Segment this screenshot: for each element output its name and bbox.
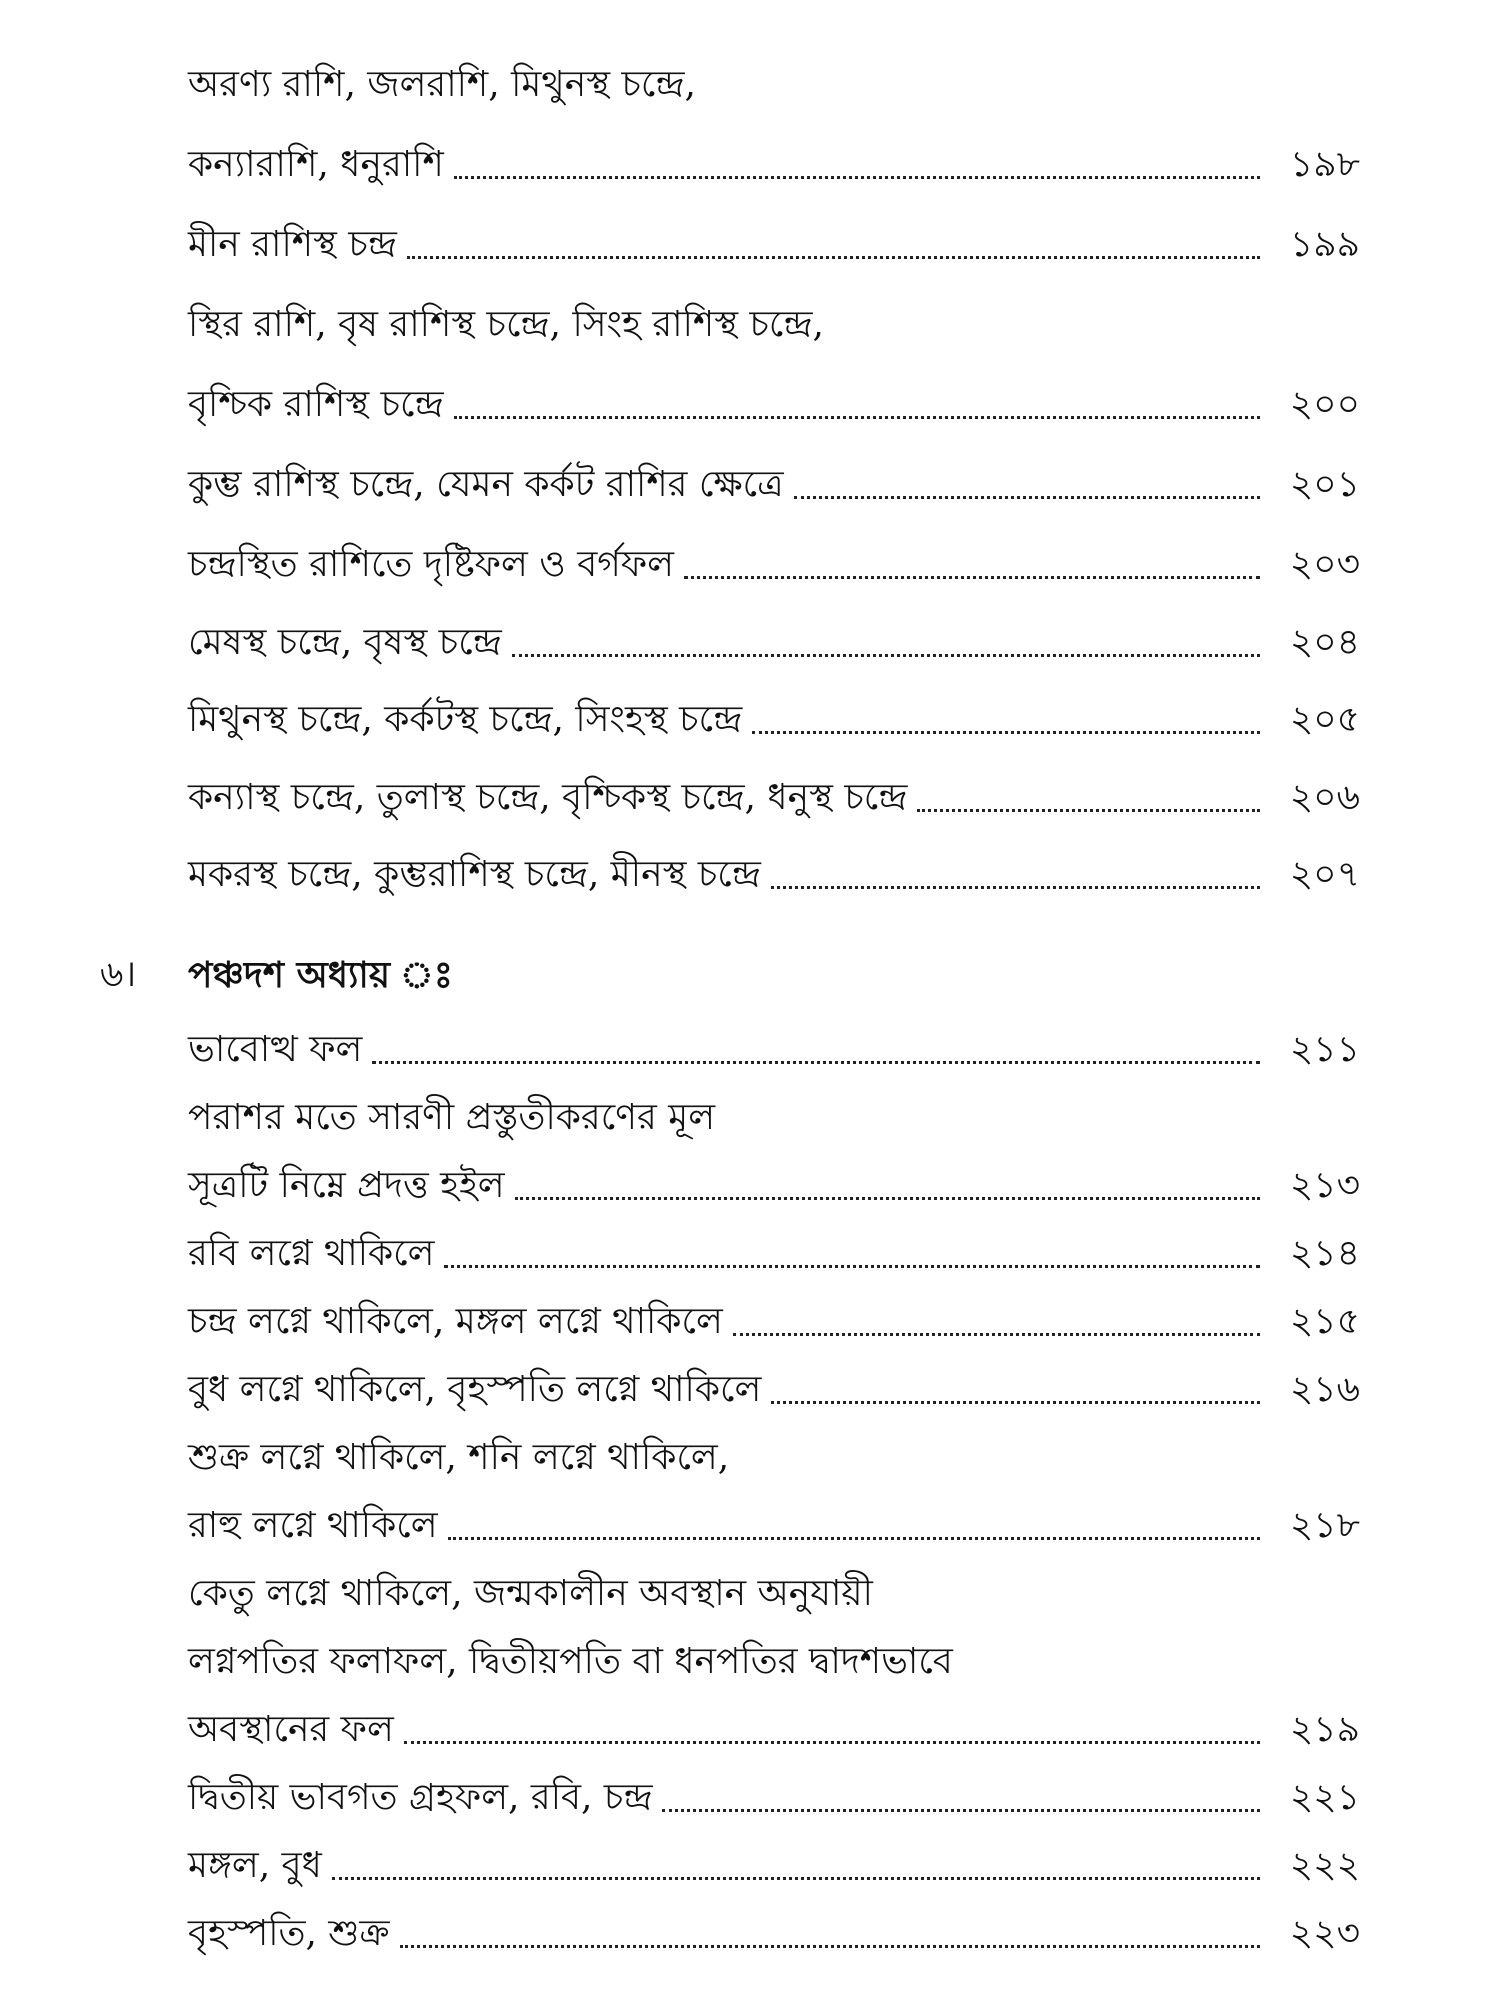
toc-entry [188,1292,1360,1352]
toc-entry-text: রাহু লগ্নে থাকিলে [188,1505,438,1546]
toc-entry-text: বুধ লগ্নে থাকিলে, বৃহস্পতি লগ্নে থাকিলে [188,1369,762,1410]
dot-leader [448,1537,1260,1540]
toc-entry [188,1632,1360,1692]
toc-entry [188,1088,1360,1148]
toc-entry-text: কন্যাস্থ চন্দ্রে, তুলাস্থ চন্দ্রে, বৃশ্চিকস্থ চন্দ্রে, ধনুস্থ চন্দ্রে [188,777,908,818]
toc-entry-text: মীন রাশিস্থ চন্দ্র [188,224,397,265]
dot-leader [733,1333,1260,1336]
toc-entry-page: ২১৯ [1289,1709,1360,1750]
toc-entry [188,295,1360,355]
toc-entry [188,1904,1360,1964]
dot-leader [332,1877,1260,1880]
dot-leader [771,1401,1260,1404]
toc-entry-text: বৃহস্পতি, শুক্র [188,1913,390,1954]
toc-entry-page: ২০১ [1289,464,1360,505]
toc-entry [188,613,1360,673]
toc-entry [188,135,1360,195]
toc-entry [188,845,1360,905]
dot-leader [407,256,1260,259]
chapter-number: ৬। [100,954,137,995]
toc-entry-page: ২২৩ [1289,1913,1360,1954]
dot-leader [917,809,1260,812]
toc-entry [188,55,1360,115]
toc-entry [188,215,1360,275]
toc-entry-page: ২১৩ [1289,1165,1360,1206]
dot-leader [454,176,1260,179]
dot-leader [662,1809,1260,1812]
dot-leader [372,1061,1260,1064]
toc-entry-page: ২০৩ [1289,544,1360,585]
toc-entry-text: বৃশ্চিক রাশিস্থ চন্দ্রে [188,384,444,425]
dot-leader [752,731,1260,734]
toc-entry-page: ২০০ [1289,384,1360,425]
dot-leader [794,496,1260,499]
toc-entry-text: পরাশর মতে সারণী প্রস্তুতীকরণের মূল [188,1097,716,1138]
toc-entry-text: অবস্থানের ফল [188,1709,394,1750]
toc-entry [188,455,1360,515]
toc-entry [188,1360,1360,1420]
dot-leader [454,416,1260,419]
toc-entry-text: মিথুনস্থ চন্দ্রে, কর্কটস্থ চন্দ্রে, সিংহস্থ চন্দ্রে [188,699,743,740]
dot-leader [771,886,1260,889]
toc-entry [188,1428,1360,1488]
toc-entry-text: ভাবোত্থ ফল [188,1029,363,1070]
toc-entry-page: ২১১ [1289,1029,1360,1070]
toc-entry-text: মঙ্গল, বুধ [188,1845,322,1886]
toc-entry-text: সূত্রটি নিম্নে প্রদত্ত হইল [188,1165,505,1206]
toc-entry-text: কেতু লগ্নে থাকিলে, জন্মকালীন অবস্থান অনুযায়ী [188,1573,873,1614]
toc-entry [188,1156,1360,1216]
toc-entry-text: চন্দ্র লগ্নে থাকিলে, মঙ্গল লগ্নে থাকিলে [188,1301,723,1342]
toc-entry-page: ২১৬ [1289,1369,1360,1410]
dot-leader [404,1741,1260,1744]
toc-entry-text: অরণ্য রাশি, জলরাশি, মিথুনস্থ চন্দ্রে, [188,64,696,105]
chapter-heading [100,945,1300,1005]
toc-entry-text: মকরস্থ চন্দ্রে, কুম্ভরাশিস্থ চন্দ্রে, মীনস্থ চন্দ্রে [188,854,761,895]
toc-entry [188,1836,1360,1896]
toc-entry [188,1224,1360,1284]
toc-entry [188,1768,1360,1828]
toc-entry-page: ২১৫ [1289,1301,1360,1342]
toc-entry [188,1700,1360,1760]
toc-entry-page: ১৯৯ [1289,224,1360,265]
dot-leader [512,654,1260,657]
toc-entry-page: ২১৪ [1289,1233,1360,1274]
toc-entry-text: মেষস্থ চন্দ্রে, বৃষস্থ চন্দ্রে [188,622,502,663]
toc-entry-page: ২১৮ [1289,1505,1360,1546]
toc-entry [188,768,1360,828]
toc-entry [188,535,1360,595]
toc-entry [188,375,1360,435]
toc-entry-page: ১৯৮ [1289,144,1360,185]
toc-entry [188,1564,1360,1624]
toc-entry-text: চন্দ্রস্থিত রাশিতে দৃষ্টিফল ও বর্গফল [188,544,674,585]
toc-entry-text: দ্বিতীয় ভাবগত গ্রহফল, রবি, চন্দ্র [188,1777,653,1818]
toc-entry-text: কন্যারাশি, ধনুরাশি [188,144,444,185]
toc-entry-text: লগ্নপতির ফলাফল, দ্বিতীয়পতি বা ধনপতির দ্বাদশভাবে [188,1641,953,1682]
dot-leader [400,1945,1260,1948]
toc-entry-page: ২০৭ [1289,854,1360,895]
toc-entry-text: কুম্ভ রাশিস্থ চন্দ্রে, যেমন কর্কট রাশির ক্ষেত্রে [188,464,784,505]
toc-entry-page: ২০৪ [1289,622,1360,663]
toc-entry-page: ২২১ [1289,1777,1360,1818]
toc-entry [188,1020,1360,1080]
toc-entry-text: শুক্র লগ্নে থাকিলে, শনি লগ্নে থাকিলে, [188,1437,730,1478]
toc-entry-page: ২০৬ [1289,777,1360,818]
toc-entry [188,1496,1360,1556]
dot-leader [684,576,1260,579]
chapter-title: পঞ্চদশ অধ্যায় ঃ [188,954,453,996]
toc-entry-page: ২২২ [1289,1845,1360,1886]
dot-leader [515,1197,1260,1200]
toc-entry-text: রবি লগ্নে থাকিলে [188,1233,435,1274]
toc-entry [188,690,1360,750]
toc-entry-page: ২০৫ [1289,699,1360,740]
dot-leader [444,1265,1260,1268]
toc-entry-text: স্থির রাশি, বৃষ রাশিস্থ চন্দ্রে, সিংহ রাশিস্থ চন্দ্রে, [188,304,824,345]
